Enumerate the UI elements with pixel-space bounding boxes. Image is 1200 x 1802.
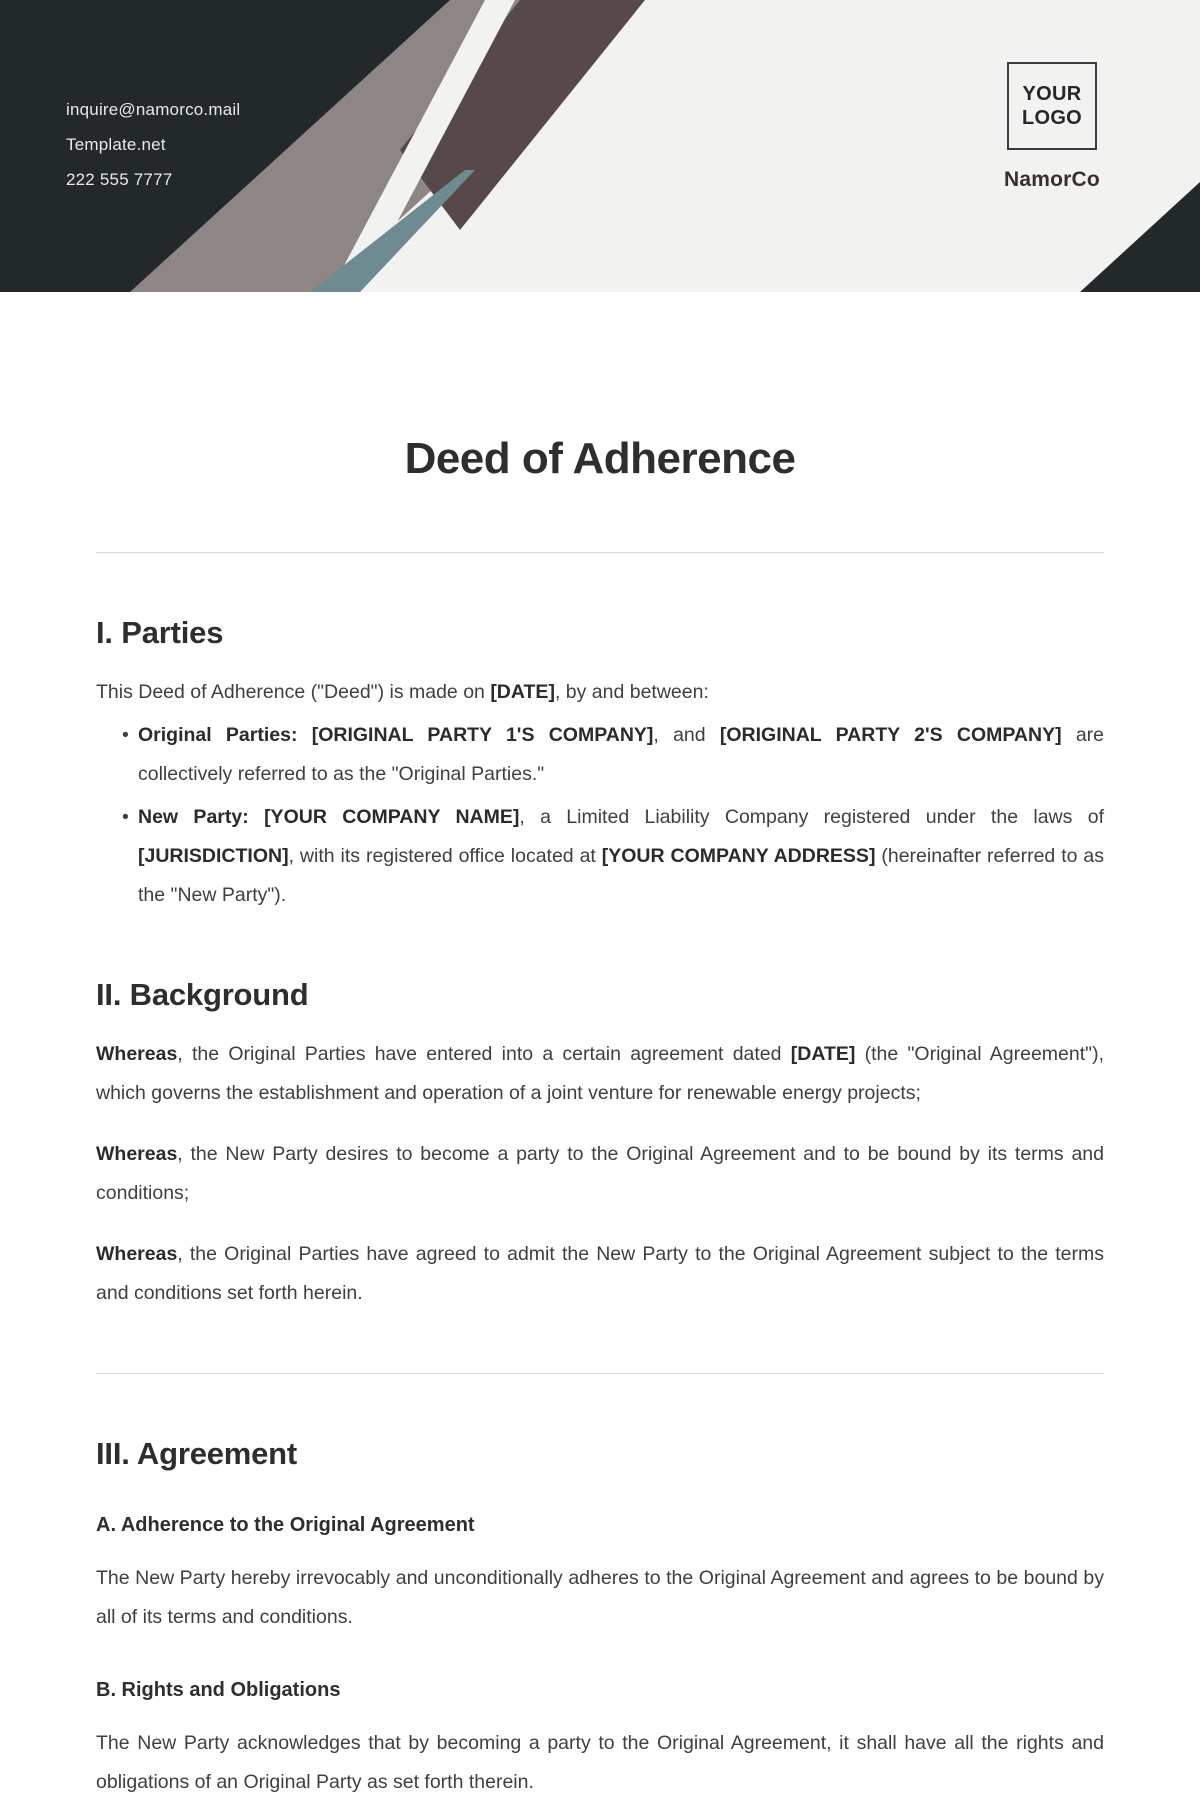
contact-block xyxy=(66,92,240,197)
logo-line-2: LOGO xyxy=(1021,107,1083,129)
list-item xyxy=(122,798,1104,915)
original-parties-label: Original Parties: xyxy=(138,724,298,746)
new-party-tail: (hereinafter referred to as the "New Party"). xyxy=(138,845,1104,906)
list-item xyxy=(122,716,1104,794)
recital-2 xyxy=(96,1135,1104,1213)
subsection-body-adherence: The New Party hereby irrevocably and unconditionally adheres to the Original Agreement and agrees to be bound by all of its terms and conditions. xyxy=(96,1567,1104,1628)
section-heading-parties: I. Parties xyxy=(96,615,224,650)
original-parties-connector: , and xyxy=(653,724,720,746)
recital-3-text: , the Original Parties have agreed to admit the New Party to the Original Agreement subject to the terms and conditions set forth herein. xyxy=(96,1243,1104,1304)
recital-2-lead: Whereas xyxy=(96,1143,178,1165)
recital-1-text-2: (the "Original Agreement"), which governs the establishment and operation of a joint venture for renewable energy projects; xyxy=(96,1043,1104,1104)
title-divider xyxy=(96,552,1104,553)
new-party-label: New Party: xyxy=(138,806,249,828)
recital-3 xyxy=(96,1235,1104,1313)
new-party-mid-2: , with its registered office located at xyxy=(288,845,602,867)
section-heading-agreement: III. Agreement xyxy=(96,1436,298,1471)
subsection-heading-rights: B. Rights and Obligations xyxy=(96,1679,341,1701)
section-heading-background: II. Background xyxy=(96,977,309,1012)
logo-block xyxy=(992,62,1112,192)
logo-placeholder-icon xyxy=(1007,62,1097,150)
recital-2-text: , the New Party desires to become a party to the Original Agreement and to be bound by its terms and conditions; xyxy=(96,1143,1104,1204)
new-party-company: [YOUR COMPANY NAME] xyxy=(264,806,520,828)
header-corner-accent xyxy=(1080,182,1200,292)
section-divider xyxy=(96,1373,1104,1374)
parties-intro-prefix: This Deed of Adherence ("Deed") is made on xyxy=(96,681,491,703)
document-body xyxy=(0,434,1200,1802)
parties-intro xyxy=(96,673,1104,712)
new-party-mid-1: , a Limited Liability Company registered under the laws of xyxy=(519,806,1104,828)
parties-list xyxy=(96,716,1104,915)
new-party-jurisdiction: [JURISDICTION] xyxy=(138,845,289,867)
parties-intro-suffix: , by and between: xyxy=(554,681,709,703)
contact-website: Template.net xyxy=(66,135,166,154)
original-party-1: [ORIGINAL PARTY 1'S COMPANY] xyxy=(311,724,654,746)
original-parties-tail: are collectively referred to as the "Original Parties." xyxy=(138,724,1105,785)
recital-1-text-1: , the Original Parties have entered into a certain agreement dated xyxy=(177,1043,791,1065)
logo-line-1: YOUR xyxy=(1022,83,1082,105)
recital-1-date: [DATE] xyxy=(790,1043,856,1065)
parties-intro-date: [DATE] xyxy=(490,681,555,703)
recital-1-lead: Whereas xyxy=(96,1043,178,1065)
new-party-address: [YOUR COMPANY ADDRESS] xyxy=(601,845,876,867)
letterhead-header xyxy=(0,0,1200,292)
recital-1 xyxy=(96,1035,1104,1113)
original-party-2: [ORIGINAL PARTY 2'S COMPANY] xyxy=(719,724,1062,746)
subsection-body-rights: The New Party acknowledges that by becoming a party to the Original Agreement, it shall have all the rights and obligations of an Original Party as set forth therein. xyxy=(96,1732,1104,1793)
recital-3-lead: Whereas xyxy=(96,1243,178,1265)
subsection-heading-adherence: A. Adherence to the Original Agreement xyxy=(96,1514,475,1536)
contact-email: inquire@namorco.mail xyxy=(66,100,241,119)
contact-phone: 222 555 7777 xyxy=(66,170,173,189)
company-name: NamorCo xyxy=(1004,168,1100,191)
page-title: Deed of Adherence xyxy=(404,434,796,483)
